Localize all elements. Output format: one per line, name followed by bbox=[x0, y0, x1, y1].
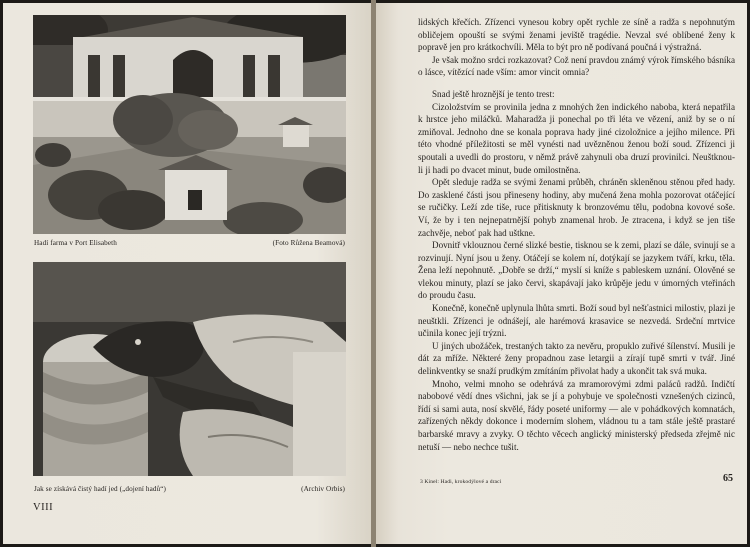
right-page bbox=[376, 3, 747, 544]
snake-farm-photo bbox=[33, 15, 346, 234]
plate-number: VIII bbox=[33, 502, 54, 513]
paragraph: U jiných ubožáček, trestaných takto za nevěru, propuklo zuřivé šílenství. Musili je dát za mříže. Některé ženy propadnou zase letargii a zírají tupě smrti v tvář. Jiné delinkventky se snaží prudkým zmítáním přivolat hady a ukončit tak svá muka. bbox=[418, 340, 735, 377]
snake-milking-photo bbox=[33, 262, 346, 476]
footer-note: 3 Kinel: Hadi, krokodýlové a draci bbox=[420, 479, 502, 485]
paragraph: Mnoho, velmi mnoho se odehrává za mramorovými zdmi paláců radžů. Indičtí nabobové vědí dnes všichni, jak se jí a pohybuje ve společnosti vznešených cizinců, řídí si sami auta, nosí skvělé, řády poseté uniformy — ale v pohádkových komnatách, zařízených někdy dokonce i moderním slohem, vládnou tu a tam stále ještě prastaré barbarské mravy a zvyky. O těchto věcech anglický ministerský předseda zřejmě nic netuší — nebo nechce tušit. bbox=[418, 378, 735, 452]
paragraph: Opět sleduje radža se svými ženami průběh, chráněn skleněnou stěnou před hady. Do zasklené části jsou přineseny hodiny, aby mučená žena mohla pozorovat otáčející se ručičky. Leží zde tiše, ruce přitisknuty k bronzovému tělu, podobna kovové soše. Ví, že by i ten nejnepatrnější pohyb znamenal hrob. Je ztracena, i když se jen tiše zachvěje, neboť pak had uštkne. bbox=[418, 177, 735, 238]
left-page bbox=[3, 3, 371, 544]
photo-credit-bottom: (Archiv Orbis) bbox=[301, 485, 345, 493]
body-text bbox=[418, 16, 735, 453]
photo-caption-top: Hadí farma v Port Elisabeth bbox=[34, 239, 117, 247]
paragraph: lidských křečích. Zřízenci vynesou kobry opět rychle ze síně a radža s nepohnutým obličejem opouští se svými ženami jeviště tragédie. Nevzal své oblíbené ženy k popravě jen pro krátkochvíli. Měla to být pro ně podívaná poučná i výstražná. bbox=[418, 17, 735, 53]
photo-caption-bottom: Jak se získává čistý hadí jed („dojení hadů“) bbox=[34, 485, 167, 493]
paragraph: Snad ještě hroznější je tento trest: bbox=[432, 88, 555, 99]
photo-credit-top: (Foto Růžena Beamová) bbox=[272, 239, 345, 247]
paragraph: Je však možno srdci rozkazovat? Což není pravdou známý výrok římského básníka o lásce, vítězící nade vším: amor vincit omnia? bbox=[418, 54, 735, 78]
paragraph: Cizoložstvím se provinila jedna z mnohých žen indického naboba, která nepatřila k hrstce jeho miláčků. Maharadža ji ponechal po tři léta ve vězení, aniž by se o ní zmiňoval. Jednoho dne se konala poprava hady jiné cizoložnice a jejího milence. Při této vhodné příležitosti se měl vynésti nad uvězněnou ženou boží soud. Zřízenci ji spoutali a uvedli do prostoru, v němž právě zahynuli oba druzí provinilci. Neuštknou-li ji hadi po dvacet minut, bude omilostněna. bbox=[418, 101, 735, 175]
paragraph: Konečně, konečně uplynula lhůta smrti. Boží soud byl nešťastnici milostiv, plazi je neuštkli. Zřízenci je odnášejí, ale harémová krasavice se nezvedá. Srdeční mrtvice učinila konec její trýzni. bbox=[418, 303, 735, 339]
page-number: 65 bbox=[723, 473, 733, 484]
paragraph: Dovnitř vklouznou černé slizké bestie, tisknou se k zemi, plazí se dále, svinují se a rozvinují. Nyní jsou u ženy. Otáčejí se kolem ní, dotýkají se jazykem tváří, krku, těla. Žena leží nepohnutě. „Dobře se drží,“ myslí si kníže s pableskem uznání. Olověné se vlekou minuty, plazí se jako červi, skapávají jako krůpěje jedu v úmorných vteřinách do proudu času. bbox=[418, 240, 735, 301]
